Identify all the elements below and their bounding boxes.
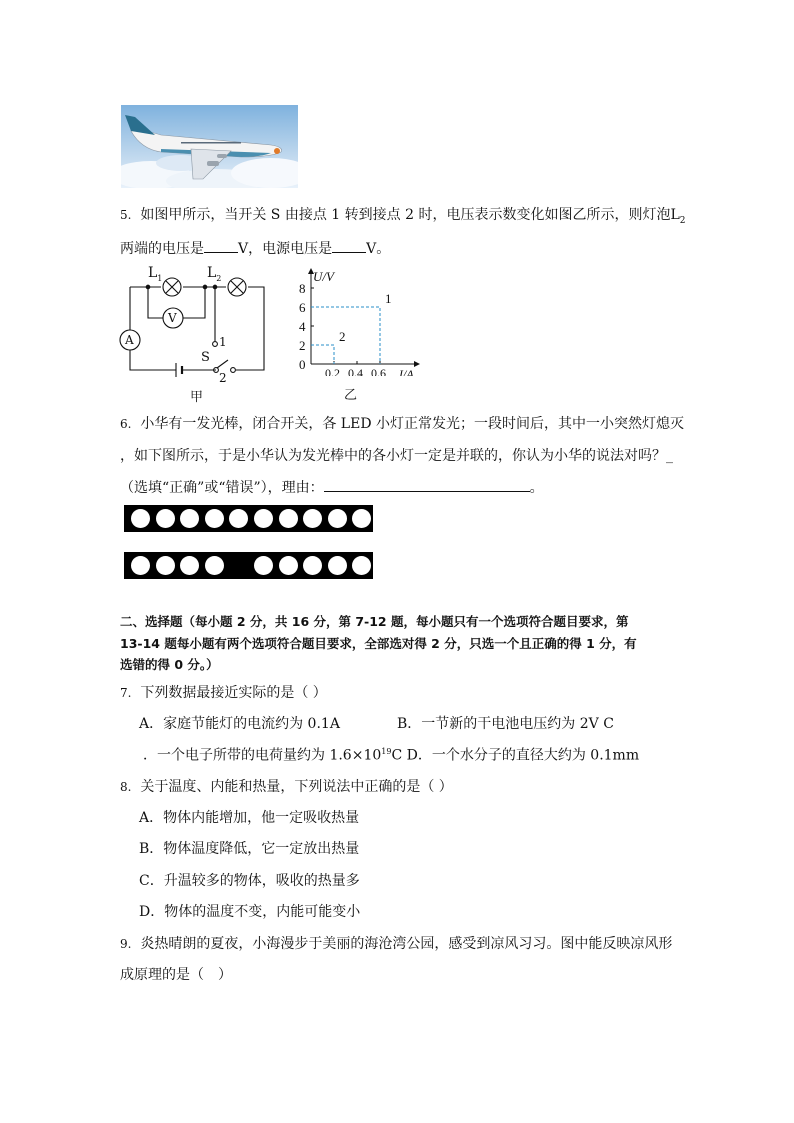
led-light	[180, 509, 199, 528]
led-light	[156, 556, 175, 575]
q8-option-b[interactable]: B．物体温度降低，它一定放出热量	[139, 841, 360, 857]
label-L2: $L_2$	[207, 265, 222, 283]
q9-line-2: 成原理的是（ ）	[120, 967, 232, 983]
led-light	[352, 556, 371, 575]
led-light	[254, 509, 273, 528]
q5-line-1: 5. 如图甲所示，当开关 S 由接点 1 转到接点 2 时，电压表示数变化如图乙所示，则灯泡$L_2$	[120, 207, 686, 226]
led-bar-all-lit	[124, 505, 373, 532]
airplane-picture	[121, 105, 298, 188]
q7-stem: 7. 下列数据最接近实际的是（ ）	[120, 685, 327, 701]
led-light	[229, 509, 248, 528]
led-bar-one-out	[124, 552, 373, 579]
led-light	[303, 509, 322, 528]
section-2-header-line-3: 选错的得 0 分。）	[120, 657, 219, 672]
circuit-caption: 甲	[190, 390, 204, 405]
data-point-guide	[311, 307, 380, 364]
q6-line-1: 6. 小华有一发光棒，闭合开关，各 LED 小灯正常发光；一段时间后，其中一小突然灯熄灭	[120, 416, 684, 432]
led-light	[279, 509, 298, 528]
x-tick-label: 0.4	[348, 366, 363, 376]
q7-option-b[interactable]: B．一节新的干电池电压约为 2V C	[397, 716, 614, 732]
contact-2-label: 2	[219, 371, 227, 385]
y-axis-label: U/V	[313, 269, 334, 284]
x-tick-label: 0.6	[371, 366, 386, 376]
section-2-header-line-1: 二、选择题（每小题 2 分，共 16 分，第 7-12 题，每小题只有一个选项符合题目要求，第	[120, 614, 629, 629]
led-light	[352, 509, 371, 528]
led-light	[279, 556, 298, 575]
contact-1-label: 1	[219, 335, 227, 349]
q9-line-1: 9. 炎热晴朗的夏夜，小海漫步于美丽的海沧湾公园，感受到凉风习习。图中能反映凉风形	[120, 936, 673, 952]
y-tick-label: 4	[299, 319, 306, 334]
q6-line-3: （选填“正确”或“错误”），理由： 。	[120, 480, 544, 496]
q5-line-2: 两端的电压是 V，电源电压是 V。	[120, 241, 391, 257]
voltmeter-label: V	[168, 311, 177, 325]
section-2-header-line-2: 13-14 题每小题有两个选项符合题目要求，全部选对得 2 分，只选一个且正确的得 1 分，有	[120, 636, 637, 651]
q8-option-a[interactable]: A．物体内能增加，他一定吸收热量	[139, 810, 360, 826]
led-light	[303, 556, 322, 575]
y-tick-label: 0	[299, 357, 306, 372]
q8-option-d[interactable]: D．物体的温度不变，内能可能变小	[139, 904, 361, 920]
answer-blank-source-voltage[interactable]	[332, 240, 366, 253]
x-axis-label: I/A	[399, 367, 414, 376]
led-light	[180, 556, 199, 575]
led-light	[156, 509, 175, 528]
label-L1: $L_1$	[148, 265, 163, 283]
q8-stem: 8. 关于温度、内能和热量，下列说法中正确的是（ ）	[120, 779, 453, 795]
circuit-diagram	[116, 262, 276, 405]
led-light	[254, 556, 273, 575]
led-light	[131, 556, 150, 575]
graph-caption: 乙	[344, 388, 358, 403]
q7-option-c-d[interactable]: ．一个电子所带的电荷量约为 $1.6\times 10^{19}C$ D．一个水分子的直径大约为 0.1mm	[143, 747, 640, 764]
y-tick-label: 2	[299, 338, 306, 353]
ammeter-label: A	[125, 333, 134, 347]
q7-option-a[interactable]: A．家庭节能灯的电流约为 0.1A	[139, 716, 340, 732]
led-light	[131, 509, 150, 528]
q6-line-2: ，如下图所示，于是小华认为发光棒中的各小灯一定是并联的，你认为小华的说法对吗？_	[120, 448, 673, 464]
data-point-label: 1	[385, 291, 392, 306]
data-point-label: 2	[339, 329, 346, 344]
x-axis-arrow	[414, 361, 420, 367]
led-light	[328, 509, 347, 528]
switch-label: S	[201, 350, 210, 365]
led-light	[205, 556, 224, 575]
answer-blank-l2-voltage[interactable]	[204, 240, 238, 253]
y-tick-label: 6	[299, 300, 306, 315]
led-light	[205, 509, 224, 528]
led-light	[328, 556, 347, 575]
q8-option-c[interactable]: C．升温较多的物体，吸收的热量多	[139, 873, 360, 889]
answer-blank-reason[interactable]	[324, 479, 530, 492]
data-point-guide	[311, 345, 334, 364]
x-tick-label: 0.2	[325, 366, 340, 376]
y-tick-label: 8	[299, 281, 306, 296]
ui-graph	[296, 266, 426, 402]
